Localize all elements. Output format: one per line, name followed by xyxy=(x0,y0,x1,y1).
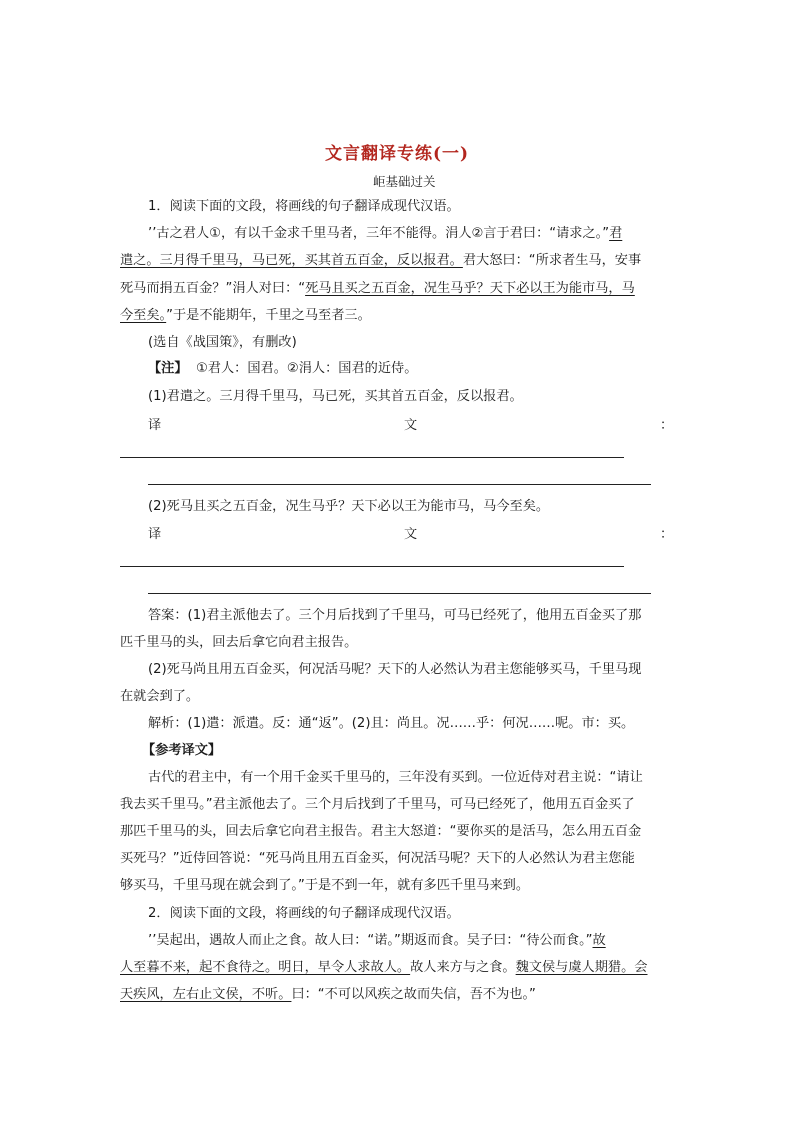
q1-passage-line-1 xyxy=(148,223,675,245)
sub-question-1: (1)君遣之。三月得千里马，马已死，买其首五百金，反以报君。 xyxy=(148,389,523,404)
note-text: ①君人：国君。②涓人：国君的近侍。 xyxy=(195,361,418,376)
note xyxy=(148,358,675,380)
answer-line: 在就会到了。 xyxy=(120,689,200,704)
analysis-line: 解析：(1)遣：派遣。反：通“返”。(2)且：尚且。况……乎：何况……呢。市：买。 xyxy=(148,716,635,731)
section-subtitle: 岠基础过关 xyxy=(373,174,436,189)
reference-translation-line: 够买马，千里马现在就会到了。”于是不到一年，就有多匹千里马来到。 xyxy=(120,878,530,893)
q1-passage-line-3 xyxy=(120,278,675,300)
underlined-text: 人至暮不来，起不食待之。明日，早令人求故人。 xyxy=(120,960,411,975)
translation-label-char: 译 xyxy=(148,527,162,542)
text: 故人来方与之食。 xyxy=(410,960,516,975)
underlined-text: 魏文侯与虞人期猎。会 xyxy=(515,960,648,975)
text: ’’古之君人①，有以千金求千里马者，三年不能得。涓人②言于君曰：“请求之。” xyxy=(148,226,610,241)
translation-label-char: 译 xyxy=(148,418,162,433)
text: 死马而捐五百金？”涓人对曰：“ xyxy=(120,281,306,296)
underlined-text: 天疾风，左右止文侯，不听。 xyxy=(120,987,292,1002)
q2-passage-line-2 xyxy=(120,957,675,979)
reference-translation-label: 【参考译文】 xyxy=(142,743,222,758)
text: 君大怒曰：“所求者生马，安事 xyxy=(462,253,642,268)
text: ’’吴起出，遇故人而止之食。故人曰：“诺。”期返而食。吴子曰：“待公而食。” xyxy=(148,933,593,948)
answer-blank-line[interactable] xyxy=(148,484,651,485)
q2-passage-line-1 xyxy=(148,930,675,952)
translation-label-colon: ： xyxy=(660,527,674,542)
translation-label-char: 文 xyxy=(404,418,418,433)
answer-blank-line[interactable] xyxy=(120,457,624,458)
underlined-text: 遣之。三月得千里马，马已死，买其首五百金，反以报君。 xyxy=(120,253,463,268)
answer-line: 答案：(1)君主派他去了。三个月后找到了千里马，可马已经死了，他用五百金买了那 xyxy=(148,608,642,623)
underlined-text: 故 xyxy=(592,933,606,948)
answer-blank-line[interactable] xyxy=(148,593,651,594)
reference-translation-line: 我去买千里马。”君主派他去了。三个月后找到了千里马，可马已经死了，他用五百金买了 xyxy=(120,797,635,812)
question-1-prompt: 1．阅读下面的文段，将画线的句子翻译成现代汉语。 xyxy=(148,199,460,214)
text: ”于是不能期年，千里之马至者三。 xyxy=(166,308,371,323)
page-title: 文言翻译专练(一) xyxy=(324,144,470,164)
note-label: 【注】 xyxy=(148,361,188,376)
q1-passage-line-4 xyxy=(120,305,675,327)
q2-passage-line-3 xyxy=(120,984,675,1006)
reference-translation-line: 买死马？”近侍回答说：“死马尚且用五百金买，何况活马呢？天下的人必然认为君主您能 xyxy=(120,851,635,866)
underlined-text: 今至矣。 xyxy=(120,308,167,323)
underlined-text: 死马且买之五百金，况生马乎？天下必以王为能市马，马 xyxy=(305,281,635,296)
question-2-prompt: 2．阅读下面的文段，将画线的句子翻译成现代汉语。 xyxy=(148,906,460,921)
reference-translation-line: 那匹千里马的头，回去后拿它向君主报告。君主大怒道：“要你买的是活马，怎么用五百金 xyxy=(120,824,642,839)
answer-blank-line[interactable] xyxy=(120,566,624,567)
source-citation: (选自《战国策》，有删改) xyxy=(148,335,297,350)
answer-line: (2)死马尚且用五百金买，何况活马呢？天下的人必然认为君主您能够买马，千里马现 xyxy=(148,662,642,677)
translation-label-char: 文 xyxy=(404,527,418,542)
text: 曰：“不可以风疾之故而失信，吾不为也。” xyxy=(291,987,536,1002)
sub-question-2: (2)死马且买之五百金，况生马乎？天下必以王为能市马，马今至矣。 xyxy=(148,499,550,514)
q1-passage-line-2 xyxy=(120,250,675,272)
answer-line: 匹千里马的头，回去后拿它向君主报告。 xyxy=(120,635,358,650)
underlined-text: 君 xyxy=(609,226,623,241)
translation-label-colon: ： xyxy=(660,418,674,433)
reference-translation-line: 古代的君主中，有一个用千金买千里马的，三年没有买到。一位近侍对君主说：“请让 xyxy=(148,770,643,785)
